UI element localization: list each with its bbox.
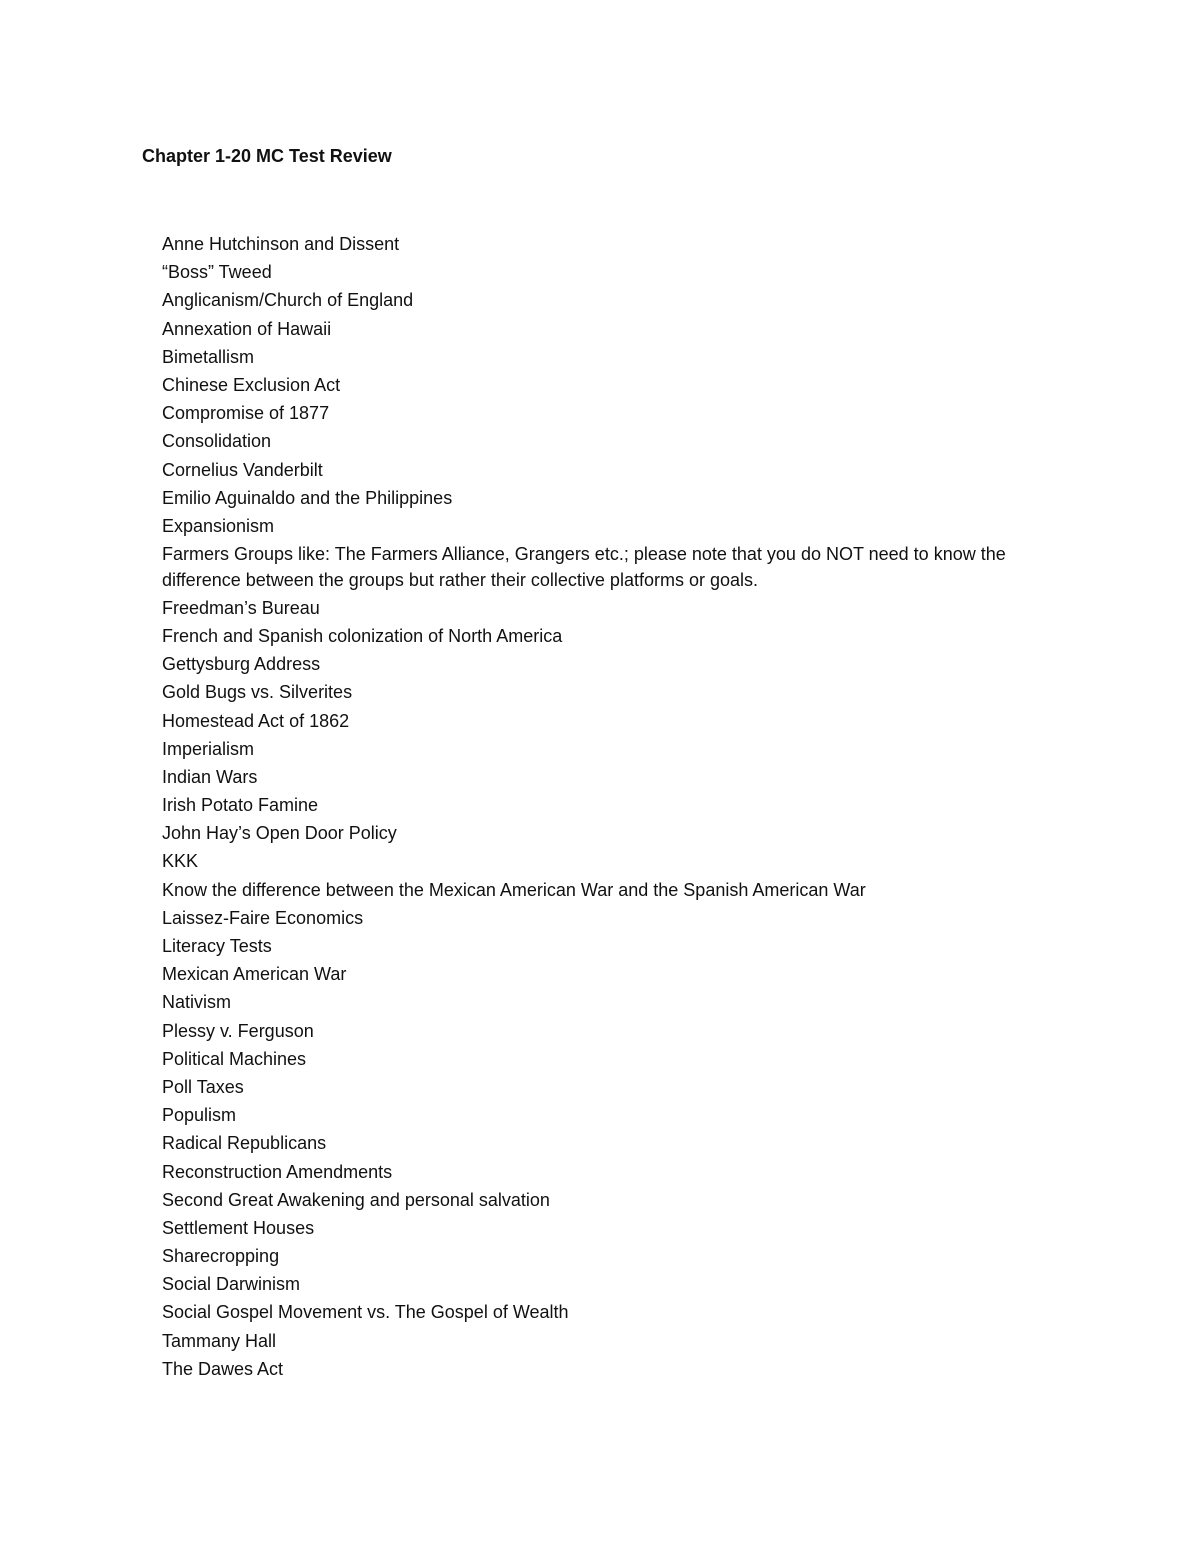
topic-item: Settlement Houses bbox=[162, 1217, 315, 1238]
topic-item: Chinese Exclusion Act bbox=[162, 374, 341, 395]
topic-item: Radical Republicans bbox=[162, 1133, 327, 1154]
topic-item: Know the difference between the Mexican American War and the Spanish American War bbox=[162, 879, 866, 900]
topic-item: Sharecropping bbox=[162, 1246, 280, 1267]
topic-item: Freedman’s Bureau bbox=[162, 597, 320, 618]
topic-item: Mexican American War bbox=[162, 964, 347, 985]
topic-item: Political Machines bbox=[162, 1048, 307, 1069]
topic-item: Homestead Act of 1862 bbox=[162, 710, 350, 731]
topic-item: Social Darwinism bbox=[162, 1274, 301, 1295]
topic-item: Indian Wars bbox=[162, 766, 258, 787]
topic-item: Second Great Awakening and personal salvation bbox=[162, 1189, 550, 1210]
topic-item: Annexation of Hawaii bbox=[162, 318, 332, 339]
topic-item: Emilio Aguinaldo and the Philippines bbox=[162, 487, 453, 508]
topic-item: Irish Potato Famine bbox=[162, 795, 319, 816]
topic-item: Laissez-Faire Economics bbox=[162, 907, 364, 928]
topic-item: Gettysburg Address bbox=[162, 654, 321, 675]
topic-item: French and Spanish colonization of North America bbox=[162, 625, 563, 646]
topic-item: Farmers Groups like: The Farmers Alliance, Grangers etc.; please note that you do NOT need to know the difference between the groups but rather their collective platforms or goals. bbox=[162, 544, 1006, 590]
topic-item: Cornelius Vanderbilt bbox=[162, 459, 323, 480]
topic-list bbox=[162, 232, 1062, 1385]
topic-item: Plessy v. Ferguson bbox=[162, 1020, 314, 1041]
topic-item: Bimetallism bbox=[162, 346, 255, 367]
topic-item: Reconstruction Amendments bbox=[162, 1161, 393, 1182]
topic-item: Gold Bugs vs. Silverites bbox=[162, 682, 353, 703]
topic-item: Imperialism bbox=[162, 738, 255, 759]
topic-item: KKK bbox=[162, 851, 199, 872]
topic-item: “Boss” Tweed bbox=[162, 262, 272, 283]
document-title: Chapter 1-20 MC Test Review bbox=[142, 146, 392, 166]
topic-item: Anglicanism/Church of England bbox=[162, 290, 414, 311]
topic-item: Social Gospel Movement vs. The Gospel of Wealth bbox=[162, 1302, 569, 1323]
topic-item: Poll Taxes bbox=[162, 1076, 244, 1097]
topic-item: Compromise of 1877 bbox=[162, 403, 330, 424]
topic-item: Anne Hutchinson and Dissent bbox=[162, 234, 400, 254]
topic-item: Literacy Tests bbox=[162, 936, 272, 956]
topic-item: Tammany Hall bbox=[162, 1330, 277, 1351]
topic-item: The Dawes Act bbox=[162, 1358, 284, 1379]
topic-item: Expansionism bbox=[162, 515, 275, 536]
topic-item: John Hay’s Open Door Policy bbox=[162, 823, 397, 844]
topic-item: Populism bbox=[162, 1105, 237, 1126]
topic-item: Consolidation bbox=[162, 431, 272, 452]
topic-item: Nativism bbox=[162, 992, 232, 1013]
